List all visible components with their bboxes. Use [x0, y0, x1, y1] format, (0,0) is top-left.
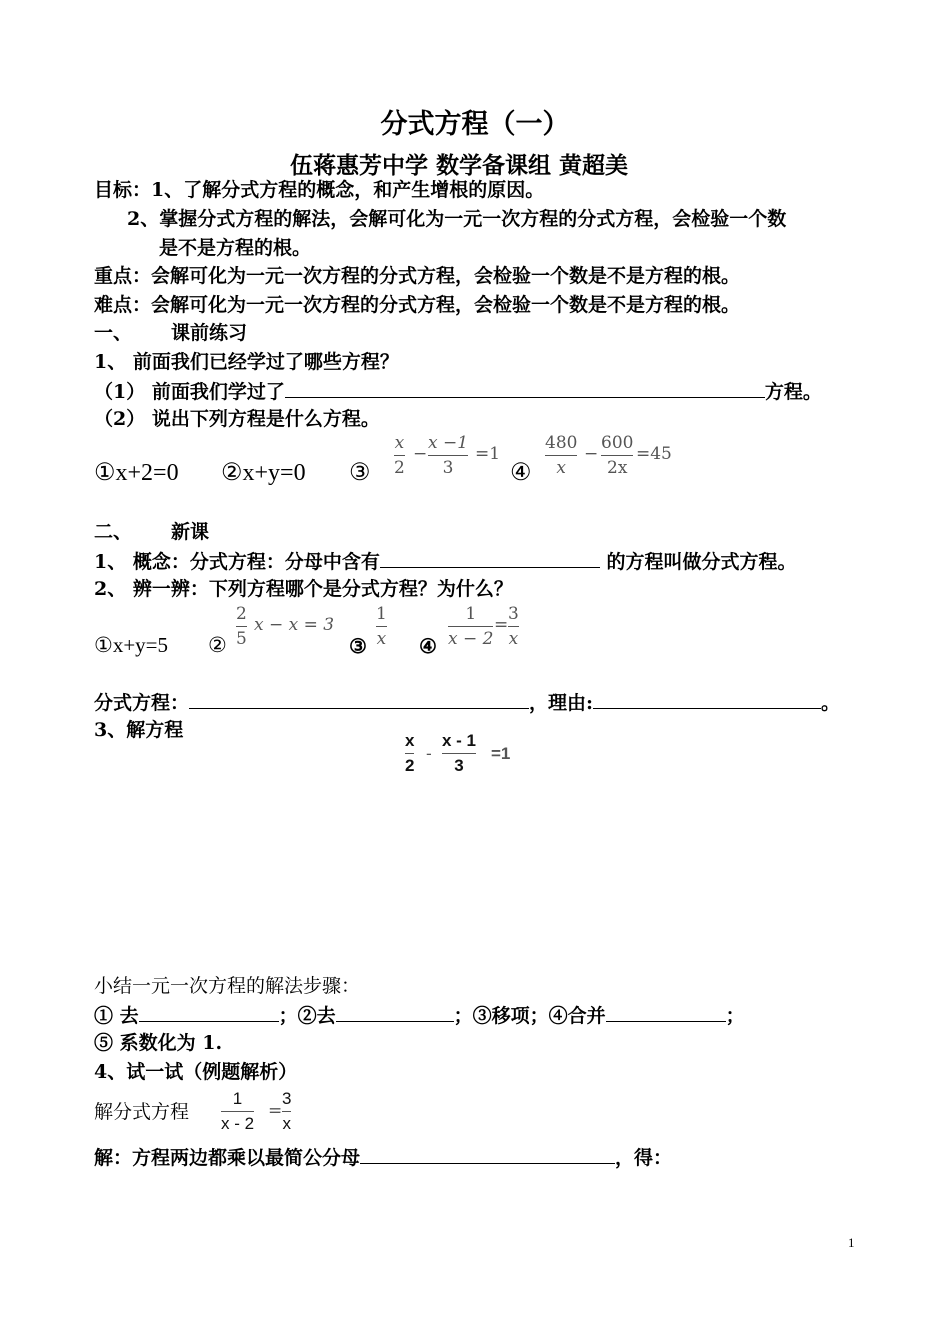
goal-2b: 是不是方程的根。: [159, 237, 312, 259]
example-label: 解分式方程: [94, 1101, 190, 1123]
denominator: x: [376, 629, 387, 649]
numerator: 2: [236, 604, 247, 624]
goals-line-1: [94, 178, 544, 202]
numerator: 480: [545, 433, 578, 453]
answer-blank[interactable]: [139, 1003, 279, 1022]
denominator: 2: [405, 756, 415, 775]
section-2-title: 新课: [171, 521, 210, 543]
denominator: 3: [442, 458, 454, 478]
equation-2: ②x+y=0: [221, 460, 306, 486]
s1-question-1: 1、 前面我们已经学过了哪些方程？: [94, 351, 399, 373]
s1-question-1-1: [94, 379, 822, 404]
answer-blank[interactable]: [285, 379, 765, 398]
s2-question-4: 4、试一试（例题解析）: [94, 1061, 298, 1083]
answer-blank[interactable]: [336, 1003, 454, 1022]
equation-rhs: =45: [636, 444, 672, 464]
step-3-end: ；: [725, 1005, 745, 1027]
equation-2-marker: ②: [208, 633, 227, 657]
step-3: ；③移项；④合并: [453, 1005, 606, 1027]
s1-q1-1-suffix: 方程。: [764, 381, 822, 403]
s1-q1-1-prefix: （1） 前面我们学过了: [94, 381, 285, 403]
summary-title: 小结一元一次方程的解法步骤：: [94, 975, 361, 997]
numerator: 3: [282, 1089, 292, 1108]
judge-end: 。: [821, 692, 841, 714]
summary-steps: [94, 1003, 745, 1028]
fraction: [394, 433, 405, 478]
page-title: 分式方程（一）: [380, 109, 570, 140]
equation-4-marker: ④: [510, 460, 532, 486]
answer-blank[interactable]: [380, 549, 600, 568]
judge-line: [94, 690, 840, 715]
judge-reason-label: ，理由:: [529, 692, 594, 714]
goal-1: 1、了解分式方程的概念，和产生增根的原因。: [151, 179, 545, 201]
denominator: x: [556, 458, 567, 478]
denominator: 2x: [607, 458, 628, 478]
equals-sign: =: [268, 1101, 283, 1121]
denominator: x − 2: [448, 629, 494, 649]
author-line: 伍蒋惠芳中学 数学备课组 黄超美: [290, 152, 629, 179]
answer-blank[interactable]: [606, 1003, 726, 1022]
equation-1: ①x+2=0: [94, 460, 179, 486]
s2-question-2: 2、 辨一辨：下列方程哪个是分式方程？为什么？: [94, 578, 513, 600]
equation-1: ①x+y=5: [94, 633, 169, 657]
denominator: x - 2: [221, 1114, 255, 1133]
fraction: [236, 604, 247, 649]
goal-2a: 2、掌握分式方程的解法，会解可化为一元一次方程的分式方程，会检验一个数: [127, 208, 787, 230]
section-2-number: 二、: [94, 521, 133, 543]
section-1-number: 一、: [94, 322, 133, 344]
goals-label: 目标：: [94, 179, 152, 201]
fraction: [601, 433, 633, 478]
key-point: 重点：会解可化为一元一次方程的分式方程，会检验一个数是不是方程的根。: [94, 265, 741, 287]
minus-sign: -: [426, 744, 432, 764]
s1-question-1-2: （2） 说出下列方程是什么方程。: [94, 408, 380, 430]
numerator: x: [405, 731, 415, 750]
denominator: 5: [236, 629, 247, 649]
s2-question-3: 3、解方程: [94, 719, 184, 741]
denominator: 3: [454, 756, 464, 775]
fraction: [405, 731, 414, 776]
solution-suffix: ，得：: [615, 1147, 673, 1169]
step-2: ；②去: [278, 1005, 336, 1027]
numerator: x: [394, 433, 405, 453]
s2-q1-suffix: 的方程叫做分式方程。: [599, 551, 797, 573]
answer-blank[interactable]: [189, 690, 529, 709]
numerator: 1: [465, 604, 477, 624]
equation-3-marker: ③: [349, 634, 367, 658]
denominator: 2: [394, 458, 405, 478]
difficulty: 难点：会解可化为一元一次方程的分式方程，会检验一个数是不是方程的根。: [94, 294, 741, 316]
numerator: 600: [601, 433, 634, 453]
numerator: 1: [232, 1089, 243, 1108]
fraction: [442, 731, 476, 776]
fraction: [282, 1089, 291, 1134]
denominator: x: [282, 1114, 291, 1133]
numerator: x - 1: [442, 731, 477, 750]
s2-q1-prefix: 1、 概念：分式方程：分母中含有: [94, 551, 380, 573]
numerator: 1: [376, 604, 387, 624]
fraction: [376, 604, 387, 649]
minus-sign: −: [413, 444, 428, 464]
equals-sign: =: [494, 615, 509, 635]
numerator: 3: [508, 604, 519, 624]
step-1: ① 去: [94, 1005, 139, 1027]
fraction: [428, 433, 468, 478]
equation-rhs: =1: [475, 444, 501, 464]
answer-blank[interactable]: [593, 690, 821, 709]
denominator: x: [508, 629, 519, 649]
section-1-title: 课前练习: [171, 322, 248, 344]
equation-4-marker: ④: [419, 634, 437, 658]
equation-rest: x − x = 3: [254, 615, 335, 635]
s2-question-1: [94, 549, 796, 574]
fraction: [221, 1089, 254, 1134]
answer-blank[interactable]: [360, 1145, 615, 1164]
solution-line: [94, 1145, 672, 1170]
numerator: x −1: [428, 433, 469, 453]
page-number: 1: [848, 1235, 855, 1250]
fraction: [508, 604, 519, 649]
equation-rhs: =1: [491, 744, 511, 763]
step-5: ⑤ 系数化为 1.: [94, 1032, 223, 1054]
minus-sign: −: [584, 444, 599, 464]
fraction: [448, 604, 493, 649]
equation-3-marker: ③: [349, 460, 371, 486]
solution-prefix: 解：方程两边都乘以最简公分母: [94, 1147, 361, 1169]
judge-label: 分式方程：: [94, 692, 190, 714]
fraction: [545, 433, 577, 478]
